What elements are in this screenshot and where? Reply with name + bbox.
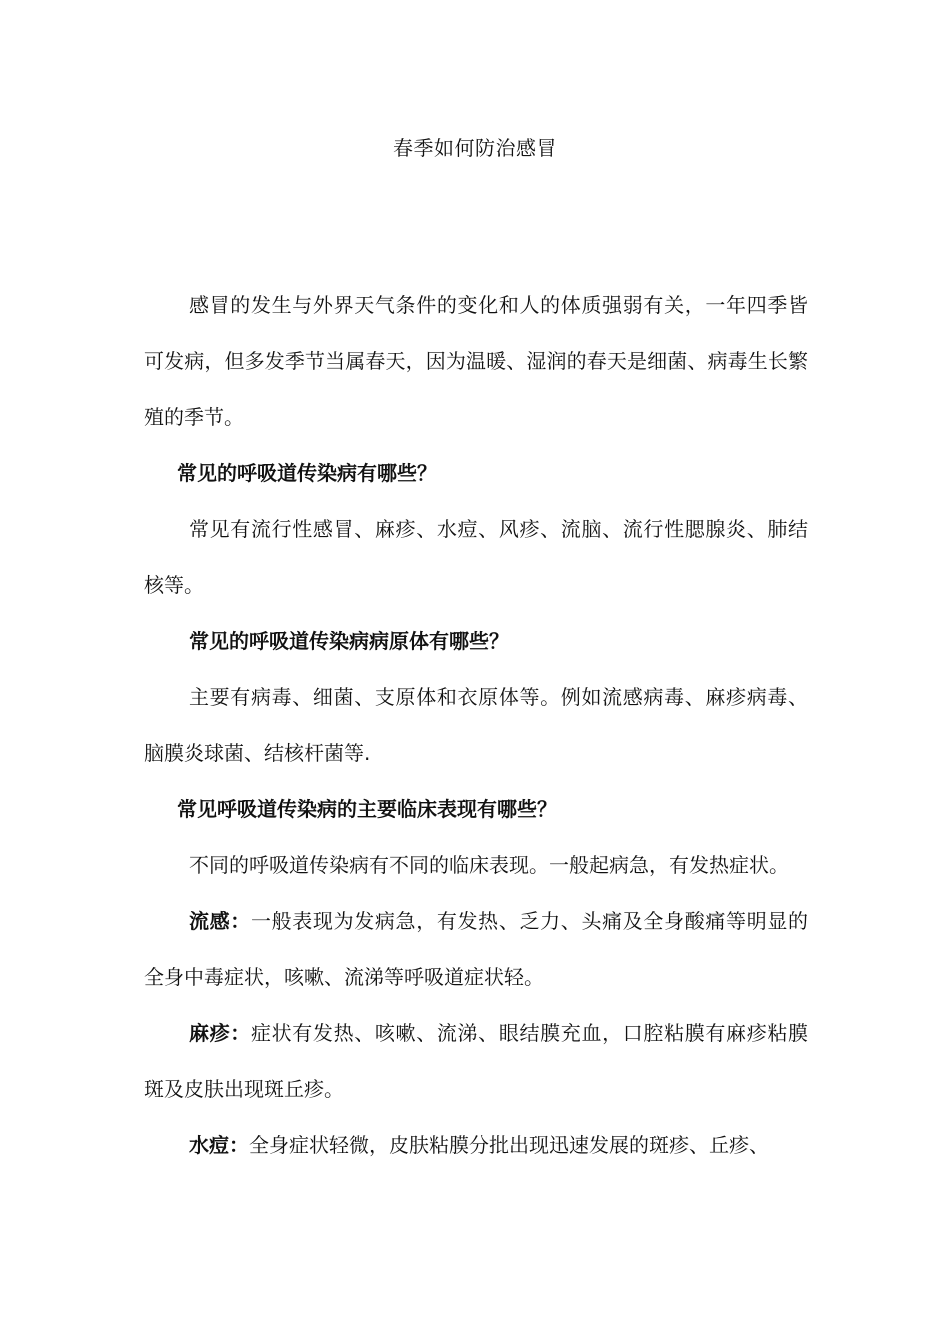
disease-term-chickenpox: 水痘： [189, 1133, 249, 1157]
disease-term-flu: 流感： [189, 909, 251, 933]
disease-paragraph-flu [144, 893, 808, 1005]
answer-paragraph-pathogens: 主要有病毒、细菌、支原体和衣原体等。例如流感病毒、麻疹病毒、脑膜炎球菌、结核杆菌等. [144, 685, 808, 765]
disease-text-chickenpox: 全身症状轻微，皮肤粘膜分批出现迅速发展的斑疹、丘疹、 [249, 1133, 769, 1157]
document-title: 春季如何防治感冒 [393, 136, 557, 160]
document-body [144, 277, 808, 1173]
intro-paragraph: 感冒的发生与外界天气条件的变化和人的体质强弱有关，一年四季皆可发病，但多发季节当属春天，因为温暖、湿润的春天是细菌、病毒生长繁殖的季节。 [144, 293, 808, 429]
disease-paragraph-measles [144, 1005, 808, 1117]
question-heading-pathogens: 常见的呼吸道传染病病原体有哪些？ [189, 629, 509, 653]
answer-paragraph-symptoms: 不同的呼吸道传染病有不同的临床表现。一般起病急，有发热症状。 [189, 853, 789, 877]
disease-paragraph-chickenpox [144, 1117, 808, 1173]
disease-text-flu: 一般表现为发病急，有发热、乏力、头痛及全身酸痛等明显的全身中毒症状，咳嗽、流涕等呼吸道症状轻。 [144, 909, 809, 989]
question-heading-pathogens-diseases: 常见的呼吸道传染病有哪些？ [177, 461, 437, 485]
question-heading-symptoms: 常见呼吸道传染病的主要临床表现有哪些？ [177, 797, 557, 821]
answer-paragraph-diseases: 常见有流行性感冒、麻疹、水痘、风疹、流脑、流行性腮腺炎、肺结核等。 [144, 517, 808, 597]
disease-term-measles: 麻疹： [189, 1021, 251, 1045]
disease-text-measles: 症状有发热、咳嗽、流涕、眼结膜充血，口腔粘膜有麻疹粘膜斑及皮肤出现斑丘疹。 [144, 1021, 809, 1101]
